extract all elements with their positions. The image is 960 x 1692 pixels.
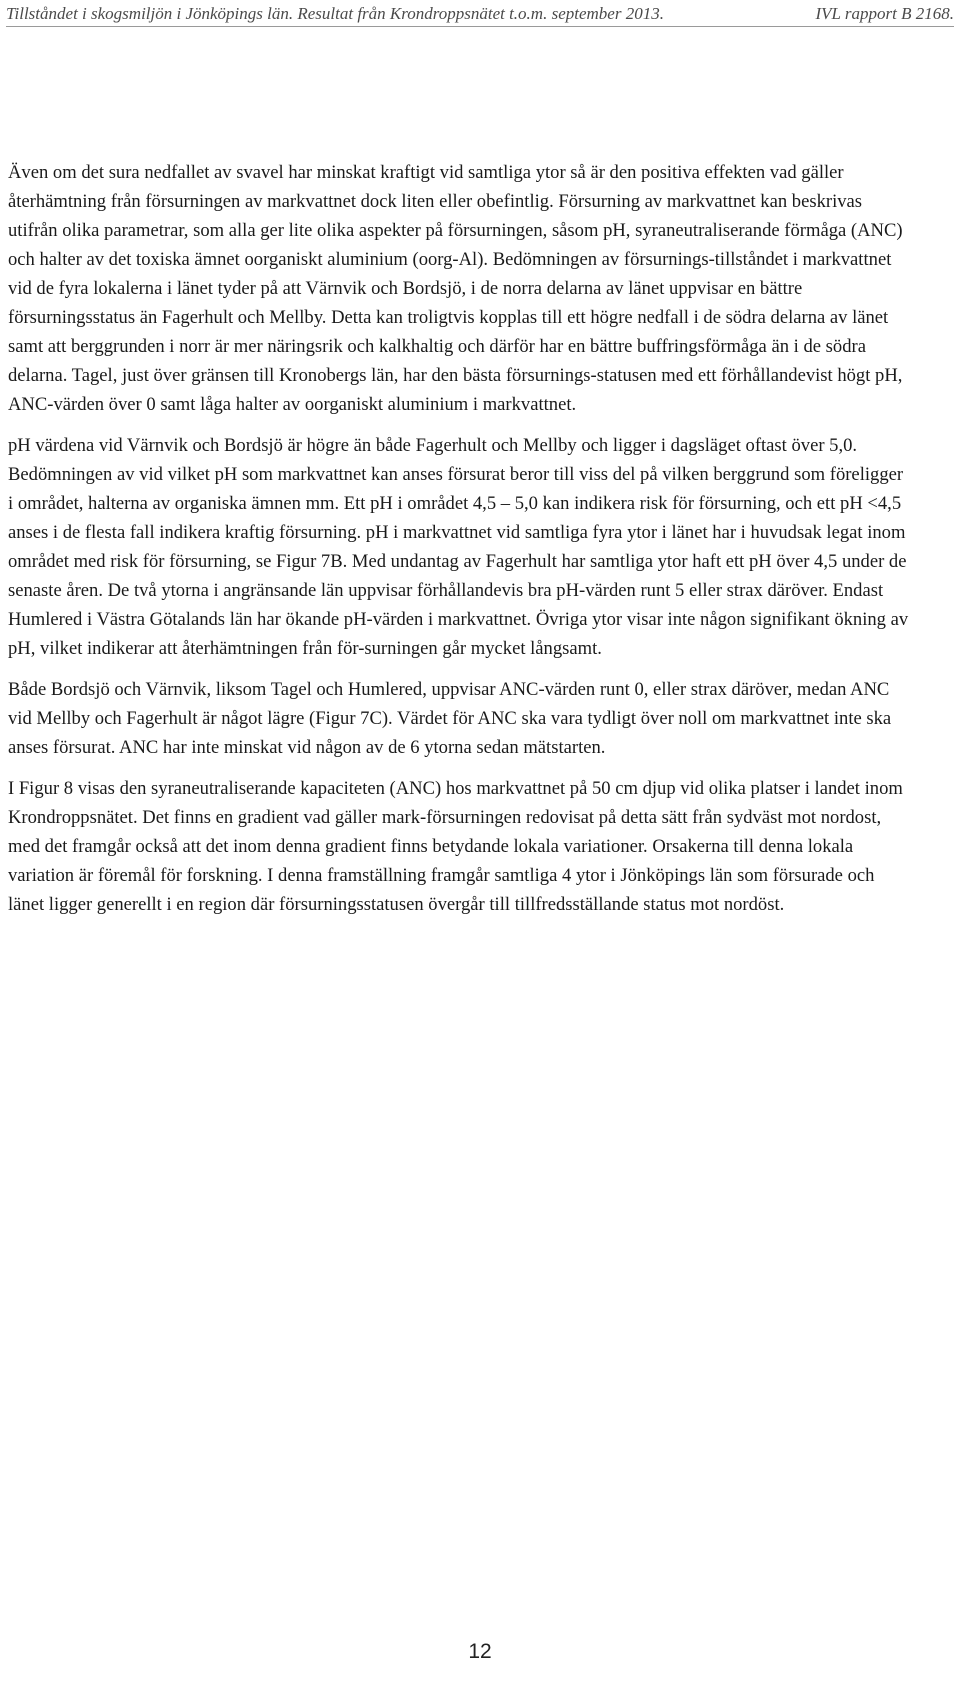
header-report-title: Tillståndet i skogsmiljön i Jönköpings län. Resultat från Krondroppsnätet t.o.m. september 2013. [6,4,664,23]
paragraph-4: I Figur 8 visas den syraneutraliserande kapaciteten (ANC) hos markvattnet på 50 cm djup vid olika platser i landet inom Krondroppsnätet. Det finns en gradient vad gäller mark-försurningen redovisat på detta sätt från sydväst mot nordost, med det framgår också att det inom denna gradient finns betydande lokala variationer. Orsakerna till denna lokala variation är föremål för forskning. I denna framställning framgår samtliga 4 ytor i Jönköpings län som försurade och länet ligger generellt i en region där försurningsstatusen övergår till tillfredsställande status mot nordöst. [8,778,903,915]
paragraph-3: Både Bordsjö och Värnvik, liksom Tagel och Humlered, uppvisar ANC-värden runt 0, eller strax däröver, medan ANC vid Mellby och Fagerhult är något lägre (Figur 7C). Värdet för ANC ska vara tydligt över noll om markvattnet inte ska anses försurat. ANC har inte minskat vid någon av de 6 ytorna sedan mätstarten. [8,679,892,758]
page-number: 12 [468,1640,492,1663]
body-text [8,158,912,931]
paragraph-2: pH värdena vid Värnvik och Bordsjö är högre än både Fagerhult och Mellby och ligger i dagsläget oftast över 5,0. Bedömningen av vid vilket pH som markvattnet kan anses försurat beror till viss del på vilken berggrund som föreligger i området, halterna av organiska ämnen mm. Ett pH i området 4,5 – 5,0 kan indikera risk för försurning, och ett pH <4,5 anses i de flesta fall indikera kraftig försurning. pH i markvattnet vid samtliga fyra ytor i länet har i huvudsak legat inom området med risk för försurning, se Figur 7B. Med undantag av Fagerhult har samtliga ytor haft ett pH över 4,5 under de senaste åren. De två ytorna i angränsande län uppvisar förhållandevis bra pH-värden runt 5 eller strax däröver. Endast Humlered i Västra Götalands län har ökande pH-värden i markvattnet. Övriga ytor visar inte någon signifikant ökning av pH, vilket indikerar att återhämtningen från för-surningen går mycket långsamt. [8,435,909,659]
running-header [6,4,954,26]
paragraph-1: Även om det sura nedfallet av svavel har minskat kraftigt vid samtliga ytor så är den positiva effekten vad gäller återhämtning från försurningen av markvattnet dock liten eller obefintlig. Försurning av markvattnet kan beskrivas utifrån olika parametrar, som alla ger lite olika aspekter på försurningen, såsom pH, syraneutraliserande förmåga (ANC) och halter av det toxiska ämnet oorganiskt aluminium (oorg-Al). Bedömningen av försurnings-tillståndet i markvattnet vid de fyra lokalerna i länet tyder på att Värnvik och Bordsjö, i de norra delarna av länet uppvisar en bättre försurningsstatus än Fagerhult och Mellby. Detta kan troligtvis kopplas till ett högre nedfall i de södra delarna av länet samt att berggrunden i norr är mer näringsrik och kalkhaltig och därför har en bättre buffringsförmåga än i de södra delarna. Tagel, just över gränsen till Kronobergs län, har den bästa försurnings-statusen med ett förhållandevist högt pH, ANC-värden över 0 samt låga halter av oorganiskt aluminium i markvattnet. [8,162,903,415]
header-divider [6,26,954,27]
header-report-number: IVL rapport B 2168. [815,4,954,23]
